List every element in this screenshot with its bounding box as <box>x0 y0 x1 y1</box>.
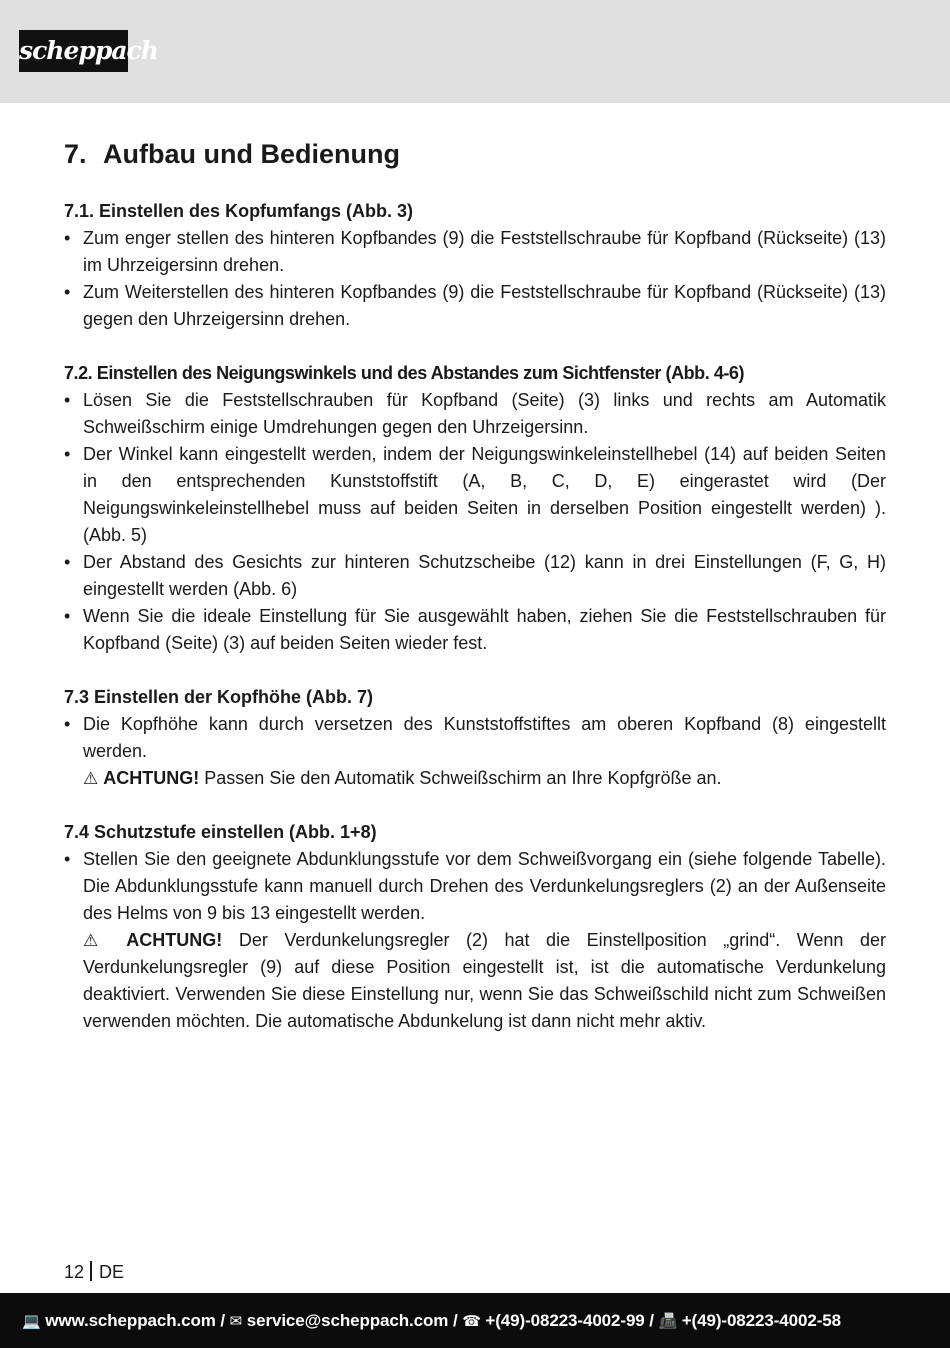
section-heading: 7.1. Einstellen des Kopfumfangs (Abb. 3) <box>64 201 414 221</box>
list-item: • Der Abstand des Gesichts zur hinteren Schutzscheibe (12) kann in drei Einstellungen (F, G, H) eingestellt werden (Abb. 6) <box>64 552 886 599</box>
fax-number: +(49)-08223-4002-58 <box>681 1311 841 1330</box>
warning-triangle-icon: ⚠ <box>83 769 99 788</box>
warning-text: Der Verdunkelungsregler (2) hat die Einstellposition „grind“. Wenn der Verdunkelungsregler (9) auf diese Position eingestellt ist, ist die automatische Verdunkelung deaktiviert. Verwenden Sie diese Einstellung nur, wenn Sie das Schweißschild nicht zum Schweißen verwenden möchten. Die automatische Abdunkelung ist dann nicht mehr aktiv. <box>83 930 886 1031</box>
page-footer: 💻 www.scheppach.com / ✉ service@scheppach.com / ☎ +(49)-08223-4002-99 / 📠 +(49)-08223-4002-58 <box>0 1293 950 1348</box>
warning-triangle-icon: ⚠ <box>83 931 110 950</box>
mail-icon: ✉ <box>229 1313 243 1330</box>
section-7-2 <box>64 360 886 657</box>
section-heading: 7.3 Einstellen der Kopfhöhe (Abb. 7) <box>64 687 374 707</box>
list-item: • Wenn Sie die ideale Einstellung für Sie ausgewählt haben, ziehen Sie die Feststellschrauben für Kopfband (Seite) (3) auf beiden Seiten wieder fest. <box>64 606 886 653</box>
bullet-list <box>64 711 886 792</box>
phone-icon: ☎ <box>462 1313 481 1330</box>
warning-text: Passen Sie den Automatik Schweißschirm an Ihre Kopfgröße an. <box>204 768 722 788</box>
page-divider <box>90 1261 92 1281</box>
list-item: • Der Winkel kann eingestellt werden, indem der Neigungswinkeleinstellhebel (14) auf beiden Seiten in den entsprechenden Kunststoffstift (A, B, C, D, E) eingerastet wird (Der Neigungswinkeleinstellhebel muss auf beiden Seiten in derselben Position eingestellt werden) ). (Abb. 5) <box>64 444 886 545</box>
list-item: • Zum Weiterstellen des hinteren Kopfbandes (9) die Feststellschraube für Kopfband (Rückseite) (13) gegen den Uhrzeigersinn drehen. <box>64 282 886 329</box>
chapter-number: 7. <box>64 139 87 169</box>
bullet-list <box>64 846 886 1035</box>
list-item: • Die Kopfhöhe kann durch versetzen des Kunststoffstiftes am oberen Kopfband (8) eingestellt werden. ⚠ ACHTUNG! Passen Sie den Automatik Schweißschirm an Ihre Kopfgröße an. <box>64 711 886 792</box>
chapter-title <box>64 134 886 174</box>
chapter-title-text: Aufbau und Bedienung <box>103 139 400 169</box>
language-code: DE <box>99 1262 125 1282</box>
brand-logo: scheppach <box>19 30 128 72</box>
warning-note <box>83 927 886 1035</box>
section-heading: 7.4 Schutzstufe einstellen (Abb. 1+8) <box>64 822 377 842</box>
list-item: • Zum enger stellen des hinteren Kopfbandes (9) die Feststellschraube für Kopfband (Rückseite) (13) im Uhrzeigersinn drehen. <box>64 228 886 275</box>
main-content <box>64 134 886 1062</box>
warning-label: ACHTUNG! <box>103 768 200 788</box>
warning-note <box>83 765 886 792</box>
page-header <box>0 0 950 103</box>
section-7-3 <box>64 684 886 792</box>
fax-icon: 📠 <box>658 1313 678 1330</box>
list-item: • Lösen Sie die Feststellschrauben für Kopfband (Seite) (3) links und rechts am Automatik Schweißschirm einige Umdrehungen gegen den Uhrzeigersinn. <box>64 390 886 437</box>
section-7-4 <box>64 819 886 1035</box>
warning-label: ACHTUNG! <box>126 930 223 950</box>
list-item: • Stellen Sie den geeignete Abdunklungsstufe vor dem Schweißvorgang ein (siehe folgende Tabelle). Die Abdunklungsstufe kann manuell durch Drehen des Verdunkelungsreglers (2) an der Außenseite des Helms von 9 bis 13 eingestellt werden. ⚠ ACHTUNG! Der Verdunkelungsregler (2) hat die Einstellposition „grind“. Wenn der Verdunkelungsregler (9) auf diese Position eingestellt ist, ist die automatische Verdunkelung deaktiviert. Verwenden Sie diese Einstellung nur, wenn Sie das Schweißschild nicht zum Schweißen verwenden möchten. Die automatische Abdunkelung ist dann nicht mehr aktiv. <box>64 846 886 1035</box>
website-link[interactable]: www.scheppach.com <box>45 1311 216 1330</box>
computer-icon: 💻 <box>22 1313 41 1330</box>
bullet-list <box>64 387 886 657</box>
section-7-1 <box>64 198 886 333</box>
phone-number: +(49)-08223-4002-99 <box>485 1311 645 1330</box>
section-heading: 7.2. Einstellen des Neigungswinkels und des Abstandes zum Sichtfenster (Abb. 4-6) <box>64 363 745 383</box>
email-link[interactable]: service@scheppach.com <box>246 1311 449 1330</box>
page-number: 12 DE <box>64 1262 125 1282</box>
bullet-list <box>64 225 886 333</box>
